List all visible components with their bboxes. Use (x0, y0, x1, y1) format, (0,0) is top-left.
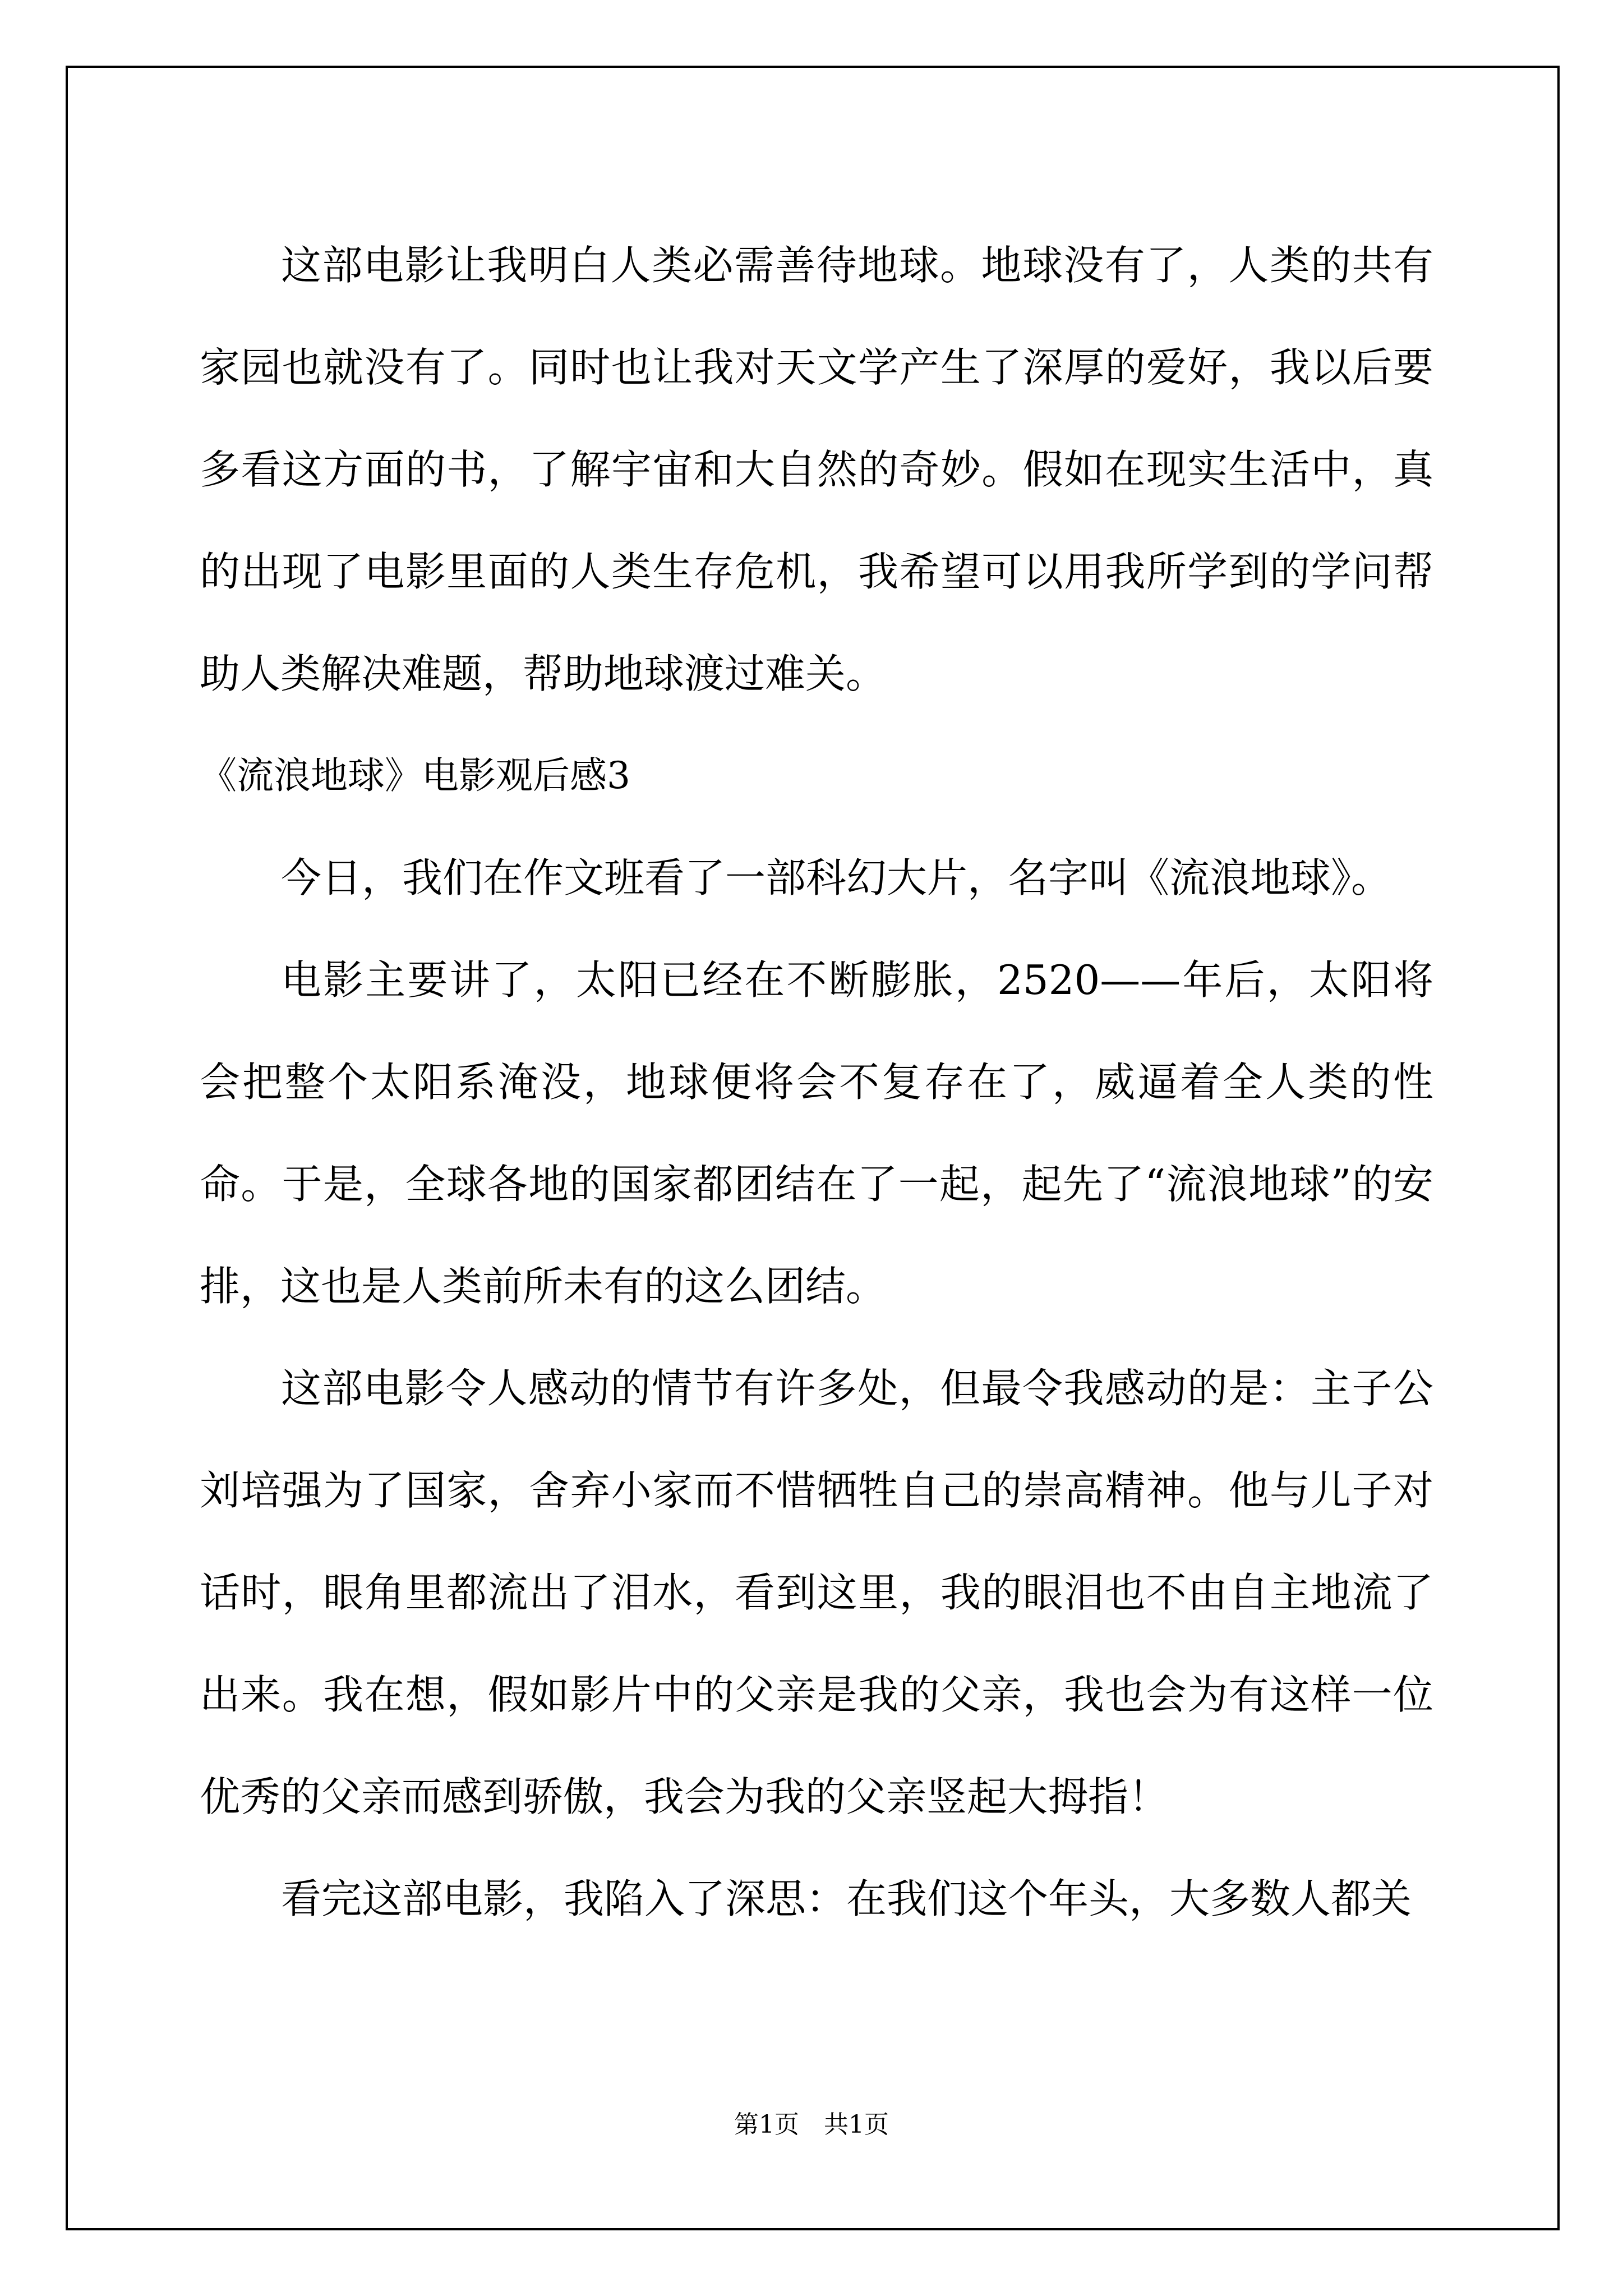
paragraph-5: 看完这部电影，我陷入了深思：在我们这个年头，大多数人都关 (281, 1875, 1412, 1922)
section-heading: 《流浪地球》电影观后感3 (200, 754, 630, 797)
paragraph-2: 今日，我们在作文班看了一部科幻大片，名字叫《流浪地球》。 (281, 854, 1392, 901)
paragraph-3: 电影主要讲了，太阳已经在不断膨胀，2520——年后，太阳将会把整个太阳系淹没，地球便将会不复存在了，威逼着全人类的性命。于是，全球各地的国家都团结在了一起，起先了“流浪地球”的安排，这也是人类前所未有的这么团结。 (200, 956, 1433, 1310)
paragraph-1: 这部电影让我明白人类必需善待地球。地球没有了，人类的共有家园也就没有了。同时也让我对天文学产生了深厚的爱好，我以后要多看这方面的书，了解宇宙和大自然的奇妙。假如在现实生活中，真的出现了电影里面的人类生存危机，我希望可以用我所学到的学问帮助人类解决难题，帮助地球渡过难关。 (200, 242, 1433, 697)
paragraph-4: 这部电影令人感动的情节有许多处，但最令我感动的是：主子公刘培强为了国家，舍弃小家而不惜牺牲自己的崇高精神。他与儿子对话时，眼角里都流出了泪水，看到这里，我的眼泪也不由自主地流了出来。我在想，假如影片中的父亲是我的父亲，我也会为有这样一位优秀的父亲而感到骄傲，我会为我的父亲竖起大拇指！ (200, 1365, 1433, 1820)
page-footer: 第1页 共1页 (734, 2110, 889, 2139)
document-body (200, 214, 1433, 1950)
